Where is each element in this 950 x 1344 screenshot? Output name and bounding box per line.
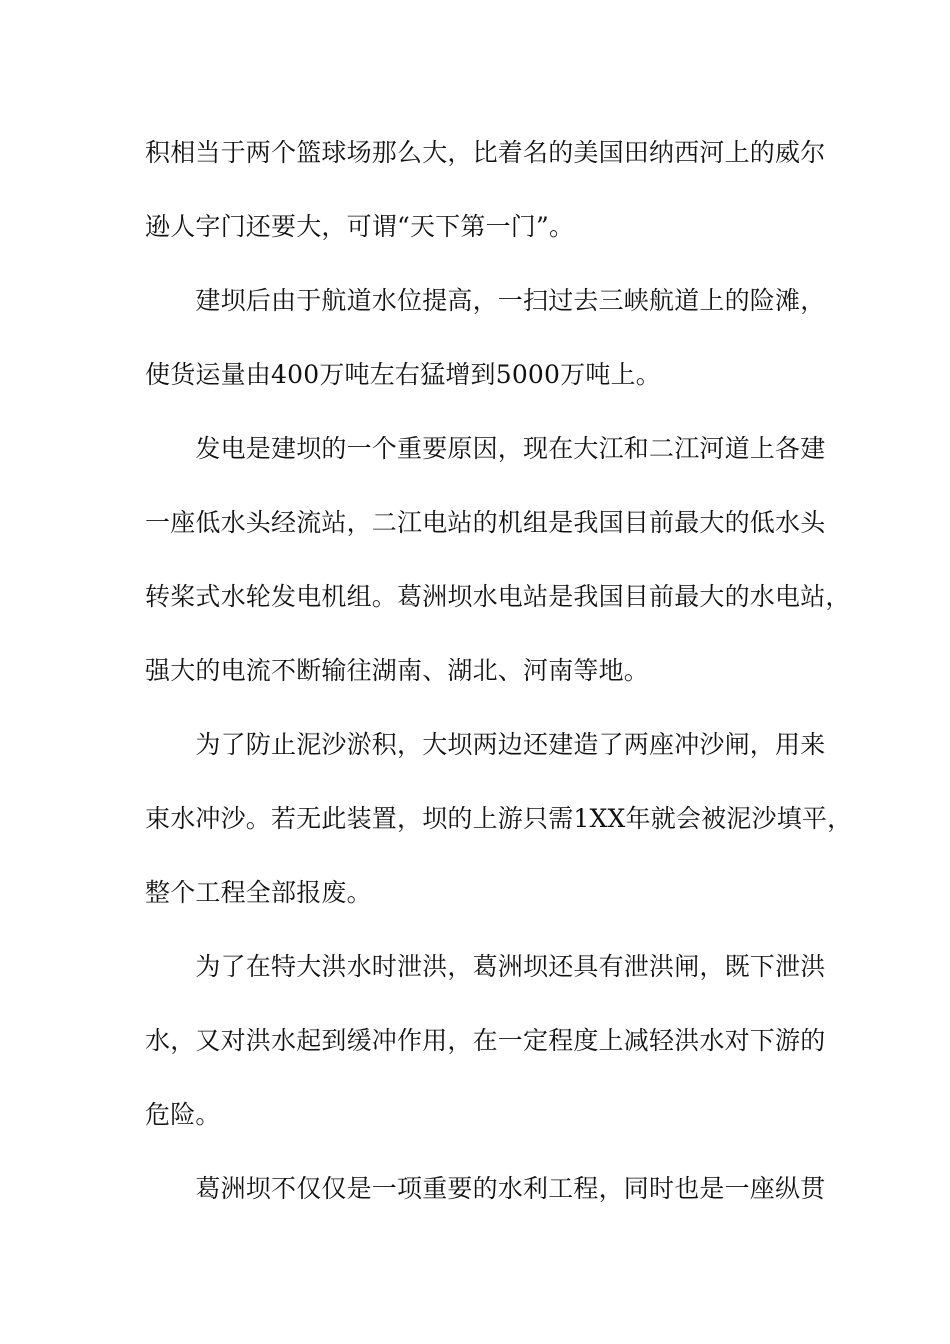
text-line: 一座低水头经流站，二江电站的机组是我国目前最大的低水头 [145, 508, 826, 537]
text-line: 整个工程全部报废。 [145, 878, 372, 907]
text-line: 危险。 [145, 1100, 221, 1129]
text-line: 逊人字门还要大，可谓“天下第一门”。 [145, 212, 575, 241]
text-line: 为了防止泥沙淤积，大坝两边还建造了两座冲沙闸，用来 [145, 730, 826, 759]
text-line: 转桨式水轮发电机组。葛洲坝水电站是我国目前最大的水电站， [145, 582, 851, 611]
text-line: 葛洲坝不仅仅是一项重要的水利工程，同时也是一座纵贯 [145, 1174, 826, 1203]
text-line: 水，又对洪水起到缓冲作用，在一定程度上减轻洪水对下游的 [145, 1026, 826, 1055]
text-line: 束水冲沙。若无此装置，坝的上游只需1XX年就会被泥沙填平， [145, 804, 853, 833]
text-line: 为了在特大洪水时泄洪，葛洲坝还具有泄洪闸，既下泄洪 [145, 952, 826, 981]
text-line: 建坝后由于航道水位提高，一扫过去三峡航道上的险滩， [145, 286, 826, 315]
text-line: 强大的电流不断输往湖南、湖北、河南等地。 [145, 656, 650, 685]
text-line: 使货运量由400万吨左右猛增到5000万吨上。 [145, 360, 661, 389]
text-line: 发电是建坝的一个重要原因，现在大江和二江河道上各建 [145, 434, 826, 463]
text-line: 积相当于两个篮球场那么大，比着名的美国田纳西河上的威尔 [145, 138, 826, 167]
